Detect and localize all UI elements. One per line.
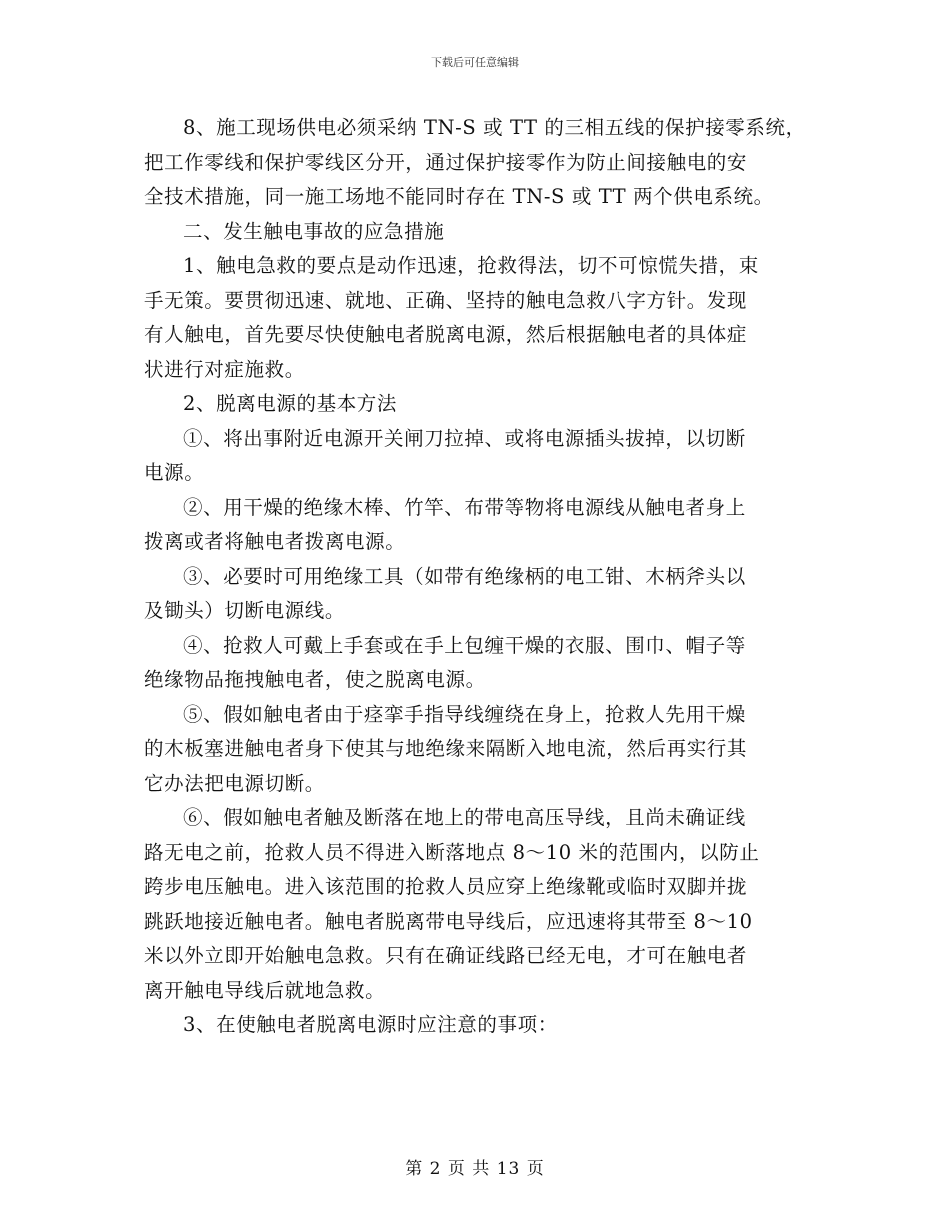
text-line: 拨离或者将触电者拨离电源。 xyxy=(144,530,406,553)
text-line: 它办法把电源切断。 xyxy=(144,771,325,795)
text-line: 8、施工现场供电必须采纳 TN-S 或 TT 的三相五线的保护接零系统， xyxy=(183,116,806,139)
heading-text: 2、脱离电源的基本方法 xyxy=(183,392,398,415)
list-item-method-2 xyxy=(144,491,814,560)
text-line: ⑤、假如触电者由于痉挛手指导线缠绕在身上，抢救人先用干燥 xyxy=(183,702,746,726)
text-line: 把工作零线和保护零线区分开，通过保护接零作为防止间接触电的安 xyxy=(144,150,748,174)
list-item-method-3 xyxy=(144,560,814,629)
text-line: ④、抢救人可戴上手套或在手上包缠干燥的衣服、围巾、帽子等 xyxy=(183,633,746,657)
text-line: ⑥、假如触电者触及断落在地上的带电高压导线，且尚未确证线 xyxy=(183,806,746,829)
paragraph-tn-s-system xyxy=(144,111,814,215)
document-body xyxy=(144,111,814,1043)
text-line: 绝缘物品拖拽触电者，使之脱离电源。 xyxy=(144,668,486,691)
list-item-method-6 xyxy=(144,801,814,1008)
page-header: 下载后可任意编辑 xyxy=(431,56,519,69)
text-line: 的木板塞进触电者身下使其与地绝缘来隔断入地电流，然后再实行其 xyxy=(144,737,748,760)
text-line: ③、必要时可用绝缘工具（如带有绝缘柄的电工钳、木柄斧头以 xyxy=(183,564,746,588)
text-line: 米以外立即开始触电急救。只有在确证线路已经无电，才可在触电者 xyxy=(144,944,748,967)
list-item-method-1 xyxy=(144,422,814,491)
text-line: 离开触电导线后就地急救。 xyxy=(144,978,386,1002)
paragraph-first-aid-essentials xyxy=(144,249,814,387)
text-line: 状进行对症施救。 xyxy=(144,357,305,381)
text-line: 及锄头）切断电源线。 xyxy=(144,599,346,622)
page-number-footer: 第 2 页 共 13 页 xyxy=(405,1159,545,1179)
text-line: 电源。 xyxy=(144,461,205,484)
list-item-method-5 xyxy=(144,698,814,802)
text-line: ①、将出事附近电源开关闸刀拉掉、或将电源插头拔掉，以切断 xyxy=(183,426,746,450)
heading-text: 3、在使触电者脱离电源时应注意的事项： xyxy=(183,1013,558,1036)
section-heading-emergency-measures xyxy=(144,215,814,250)
text-line: 有人触电，首先要尽快使触电者脱离电源，然后根据触电者的具体症 xyxy=(144,323,748,346)
subheading-basic-methods xyxy=(144,387,814,422)
text-line: 路无电之前，抢救人员不得进入断落地点 8～10 米的范围内，以防止 xyxy=(144,840,760,864)
text-line: 手无策。要贯彻迅速、就地、正确、坚持的触电急救八字方针。发现 xyxy=(144,288,748,312)
text-line: 跨步电压触电。进入该范围的抢救人员应穿上绝缘靴或临时双脚并拢 xyxy=(144,875,748,898)
text-line: 跳跃地接近触电者。触电者脱离带电导线后，应迅速将其带至 8～10 xyxy=(144,909,753,933)
subheading-precautions xyxy=(144,1008,814,1043)
heading-text: 二、发生触电事故的应急措施 xyxy=(183,219,445,243)
text-line: 全技术措施，同一施工场地不能同时存在 TN-S 或 TT 两个供电系统。 xyxy=(144,185,774,208)
list-item-method-4 xyxy=(144,629,814,698)
text-line: 1、触电急救的要点是动作迅速，抢救得法，切不可惊慌失措，束 xyxy=(183,254,759,277)
text-line: ②、用干燥的绝缘木棒、竹竿、布带等物将电源线从触电者身上 xyxy=(183,495,746,519)
